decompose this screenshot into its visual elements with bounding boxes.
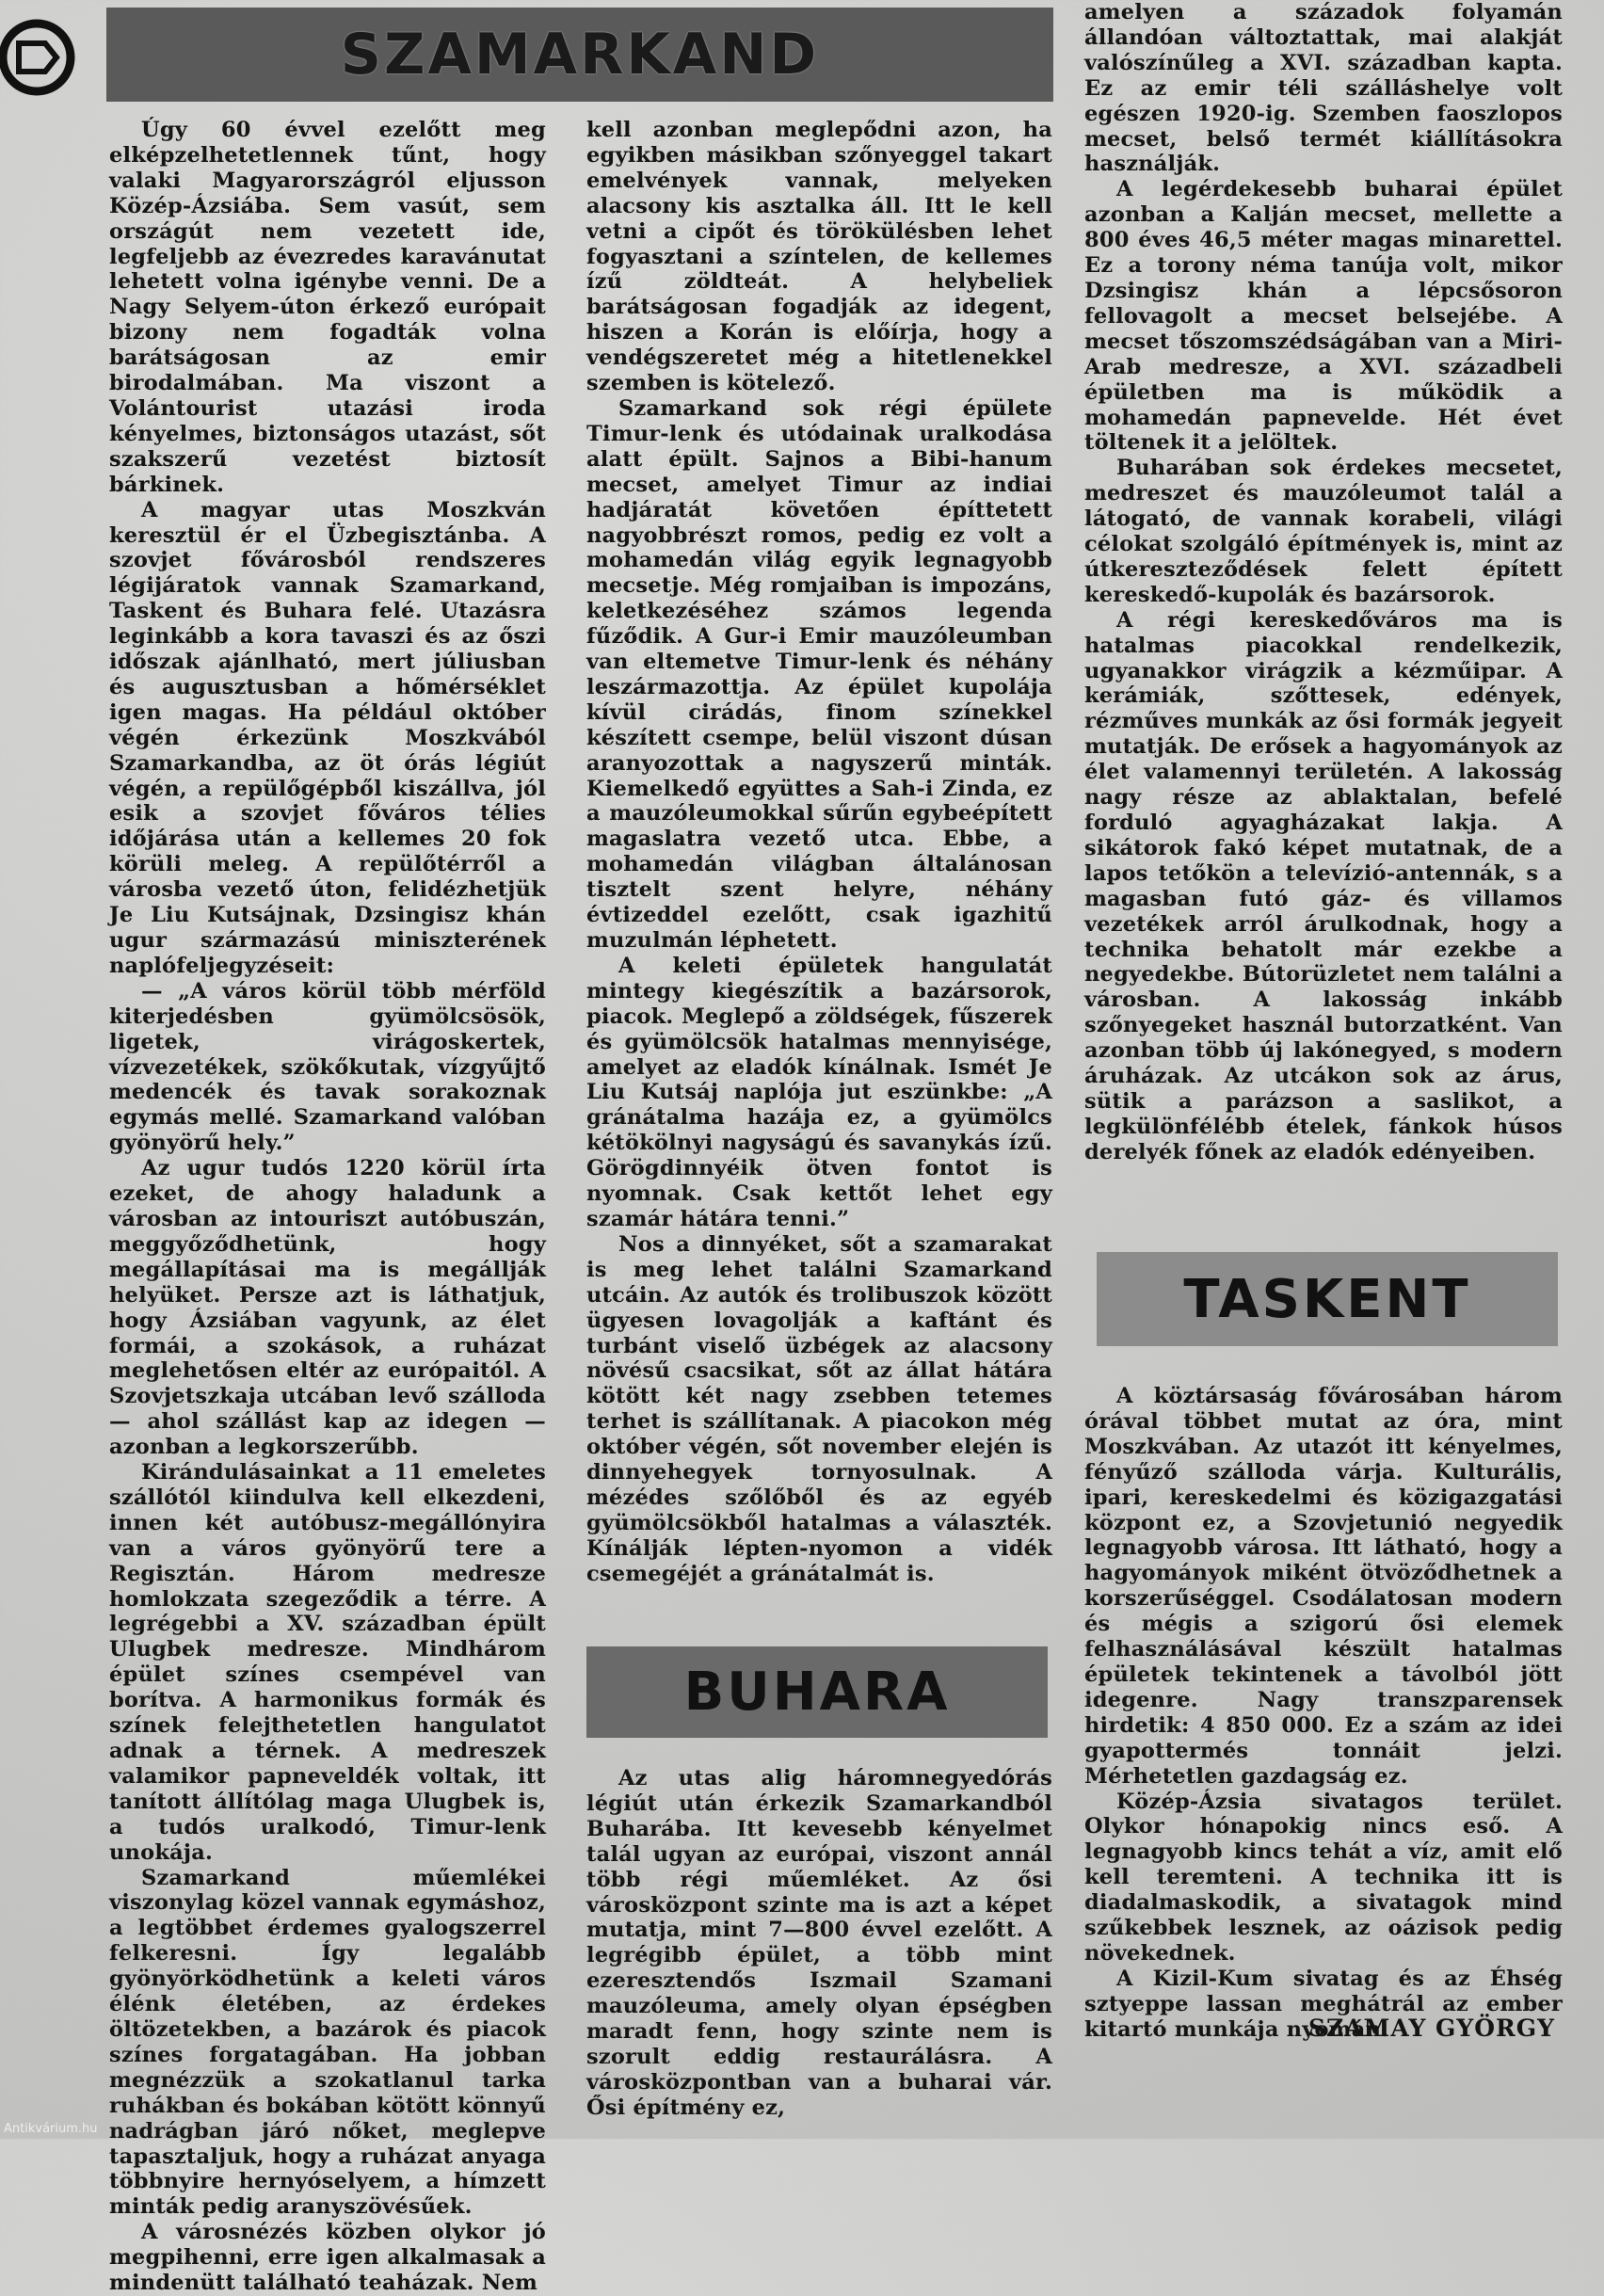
paragraph: kell azonban meglepődni azon, ha egyikben másikban szőnyeggel takart emelvények vannak, melyeken alacsony kis asztalka áll. Itt le kell vetni a cipőt és törökülésben lehet fogyasztani a színtelen, de kellemes ízű zöldteát. A helybeliek barátságosan fogadják az idegent, hiszen a Korán is előírja, hogy a vendégszeretet még a hitetlenekkel szemben is kötelező. (586, 118, 1052, 396)
paragraph: Az utas alig háromnegyedórás légiút után érkezik Szamarkandból Buharába. Itt kevesebb kényelmet talál ugyan az európai, viszont annál több régi műemléket. Az ősi városközpont szinte ma is azt a képet mutatja, mint 7—800 évvel ezelőtt. A legrégibb épület, a több mint ezeresztendős Iszmail Szamani mauzóleuma, amely olyan épségben maradt fenn, hogy szinte nem is szorult eddig restaurálásra. A városközpontban van a buharai vár. Ősi építmény ez, (586, 1766, 1052, 2120)
watermark: Antikvárium.hu (4, 2122, 98, 2136)
paragraph: A városnézés közben olykor jó megpihenni, erre igen alkalmasak a mindenütt található teaházak. Nem (109, 2220, 546, 2296)
column-1 (109, 118, 546, 2296)
heading-buhara: BUHARA (586, 1646, 1048, 1738)
paragraph: A legérdekesebb buharai épület azonban a Kalján mecset, mellette a 800 éves 46,5 méter magas minarettel. Ez a torony néma tanúja volt, mikor Dzsingisz khán a lépcsősoron fellovagolt a mecset belsejébe. A mecset tőszomszédságában van a Miri-Arab medresze, a XVI. századbeli épületben ma is működik a mohamedán papnevelde. Hét évet töltenek it a jelöltek. (1084, 177, 1563, 456)
column-2 (586, 118, 1052, 1587)
heading-szamarkand: SZAMARKAND (106, 8, 1053, 102)
author-signature: SZAMAY GYÖRGY (1307, 2015, 1555, 2042)
paragraph: A keleti épületek hangulatát mintegy kiegészítik a bazársorok, piacok. Meglepő a zöldségek, fűszerek és gyümölcsök hatalmas mennyisége, amelyet az eladók kínálnak. Ismét Je Liu Kutsáj naplója jut eszünkbe: „A gránátalma hazája ez, a gyümölcs kétökölnyi nagyságú és savanykás ízű. Görögdinnyéik ötven fontot is nyomnak. Csak kettőt lehet egy szamár hátára tenni.” (586, 953, 1052, 1231)
heading-taskent: TASKENT (1097, 1252, 1558, 1346)
paragraph: — „A város körül több mérföld kiterjedésben gyümölcsösök, ligetek, virágoskertek, vízvezetékek, szökőkutak, vízgyűjtő medencék és tavak sorakoznak egymás mellé. Szamarkand valóban gyönyörű hely.” (109, 978, 546, 1156)
paragraph: A köztársaság fővárosában három órával többet mutat az óra, mint Moszkvában. Az utazót itt kényelmes, fényűző szálloda várja. Kulturális, ipari, kereskedelmi és közigazgatási központ ez, a Szovjetunió negyedik legnagyobb városa. Itt látható, hogy a hagyományok miként ötvöződhetnek a korszerűséggel. Csodálatosan modern és mégis a szigorú ősi elemek felhasználásával készült hatalmas épületek tekintenek a távolból jött idegenre. Nagy transzparensek hirdetik: 4 850 000. Ez a szám az idei gyapottermés tonnáit jelzi. Mérhetetlen gazdagság ez. (1084, 1384, 1563, 1789)
paragraph: amelyen a századok folyamán állandóan változtattak, mai alakját valószínűleg a XVI. században kapta. Ez az emir téli szálláshelye volt egészen 1920-ig. Szemben faoszlopos mecset, belső termét kiállításokra használják. (1084, 0, 1563, 177)
paragraph: Kirándulásainkat a 11 emeletes szállótól kiindulva kell elkezdeni, innen két autóbusz-megállónyira van a város gyönyörű tere a Regisztán. Három medresze homlokzata szegeződik a térre. A legrégebbi a XV. században épült Ulugbek medresze. Mindhárom épület színes csempével van borítva. A harmonikus formák és színek felejthetetlen hangulatot adnak a térnek. A medreszek valamikor papneveldék voltak, itt tanított állítólag maga Ulugbek is, a tudós uralkodó, Timur-lenk unokája. (109, 1460, 546, 1865)
buhara-section (586, 1766, 1052, 2121)
paragraph: Szamarkand műemlékei viszonylag közel vannak egymáshoz, a legtöbbet érdemes gyalogszerrel felkeresni. Így legalább gyönyörködhetünk a keleti város élénk életében, az érdekes öltözetekben, a bazárok és piacok színes forgatagában. Ha jobban megnézzük a szokatlanul tarka ruhákban és bokában kötött könnyű nadrágban járó nőket, meglepve tapasztaljuk, hogy a ruházat anyaga többnyire hernyóselyem, a hímzett minták pedig aranyszövésűek. (109, 1865, 546, 2220)
paragraph: A régi kereskedőváros ma is hatalmas piacokkal rendelkezik, ugyanakkor virágzik a kézműipar. A kerámiák, szőttesek, edények, rézműves munkák az ősi formák jegyeit mutatják. De erősek a hagyományok az élet valamennyi területén. A lakosság nagy része az ablaktalan, befelé forduló agyagházakat lakja. A sikátorok fakó képet mutatnak, de a lapos tetőkön a televízió-antennák, s a magasban futó gáz- és villamos vezetékek arról árulkodnak, hogy a technika behatolt már ezekbe a negyedekbe. Bútorüzletet nem találni a városban. A lakosság inkább szőnyegeket használ butorzatként. Van azonban több új lakónegyed, s modern áruházak. Az utcákon sok az árus, sütik a parázson a saslikot, a legkülönfélébb ételek, fánkok húsos derelyék főnek az eladók edényeiben. (1084, 607, 1563, 1164)
paragraph: Buharában sok érdekes mecsetet, medreszet és mauzóleumot talál a látogató, de vannak korabeli, világi célokat szolgáló építmények is, mint az útkereszteződések felett épített kereskedő-kupolák és bazársorok. (1084, 456, 1563, 607)
paragraph: Az ugur tudós 1220 körül írta ezeket, de ahogy haladunk a városban az intouriszt autóbuszán, meggyőződhetünk, hogy megállapításai ma is megállják helyüket. Persze azt is láthatjuk, hogy Ázsiában vagyunk, az élet formái, a szokások, a ruházat meglehetősen eltér az európaitól. A Szovjetszkaja utcában levő szálloda — ahol szállást kap az idegen — azonban a legkorszerűbb. (109, 1156, 546, 1460)
paragraph: Szamarkand sok régi épülete Timur-lenk és utódainak uralkodása alatt épült. Sajnos a Bibi-hanum mecset, amelyet Timur az indiai hadjáratát követően építtetett nagyobbrészt romos, pedig ez volt a mohamedán világ egyik legnagyobb mecsetje. Még romjaiban is impozáns, keletkezéséhez számos legenda fűződik. A Gur-i Emir mauzóleumban van eltemetve Timur-lenk és néhány leszármazottja. Az épület kupolája kívül cirádás, finom színekkel készített csempe, belül viszont dúsan aranyozottak a nagyszerű minták. Kiemelkedő együttes a Sah-i Zinda, ez a mauzóleumokkal sűrűn egybeépített magaslatra vezető utca. Ebbe, a mohamedán világban általánosan tisztelt szent helyre, néhány évtizeddel ezelőtt, csak igazhitű muzulmán léphetett. (586, 395, 1052, 953)
section-marker-icon (0, 17, 77, 98)
paragraph: A magyar utas Moszkván keresztül ér el Üzbegisztánba. A szovjet fővárosból rendszeres légijáratok vannak Szamarkand, Taskent és Buhara felé. Utazásra leginkább a kora tavaszi és az őszi időszak ajánlható, mert júliusban és augusztusban a hőmérséklet igen magas. Ha például október végén érkezünk Moszkvából Szamarkandba, az öt órás légiút végén, a repülőgépből kiszállva, jól esik a szovjet főváros télies időjárása után a kellemes 20 fok körüli meleg. A repülőtérről a városba vezető úton, felidézhetjük Je Liu Kutsájnak, Dzsingisz khán ugur származású miniszterének naplófeljegyzéseit: (109, 497, 546, 978)
paragraph: A Kizil-Kum sivatag és az Éhség sztyeppe lassan meghátrál az ember kitartó munkája nyomán. (1084, 1966, 1563, 2042)
paragraph: Közép-Ázsia sivatagos terület. Olykor hónapokig nincs eső. A legnagyobb kincs tehát a víz, amit elő kell teremteni. A technika itt is diadalmaskodik, a sivatagok mind szűkebbek lesznek, az oázisok pedig növekednek. (1084, 1789, 1563, 1966)
taskent-section (1084, 1384, 1563, 2043)
paragraph: Nos a dinnyéket, sőt a szamarakat is meg lehet találni Szamarkand utcáin. Az autók és trolibuszok között ügyesen lovagolják a kaftánt és turbánt viselő üzbégek az alacsony növésű csacsikat, sőt az állat hátára kötött két nagy zsebben tetemes terhet is szállítanak. A piacokon még október végén, sőt november elején is dinnyehegyek tornyosulnak. A mézédes szőlőből és az egyéb gyümölcsökből hatalmas a választék. Kínálják lépten-nyomon a vidék csemegéjét a gránátalmát is. (586, 1231, 1052, 1586)
paragraph: Úgy 60 évvel ezelőtt meg elképzelhetetlennek tűnt, hogy valaki Magyarországról eljusson Közép-Ázsiába. Sem vasút, sem országút nem vezetett ide, legfeljebb az évezredes karavánutat lehetett volna igénybe venni. De a Nagy Selyem-úton érkező európait bizony nem fogadták volna barátságosan az emir birodalmában. Ma viszont a Volántourist utazási iroda kényelmes, biztonságos utazást, sőt szakszerű vezetést biztosít bárkinek. (109, 118, 546, 497)
column-3 (1084, 0, 1563, 1165)
